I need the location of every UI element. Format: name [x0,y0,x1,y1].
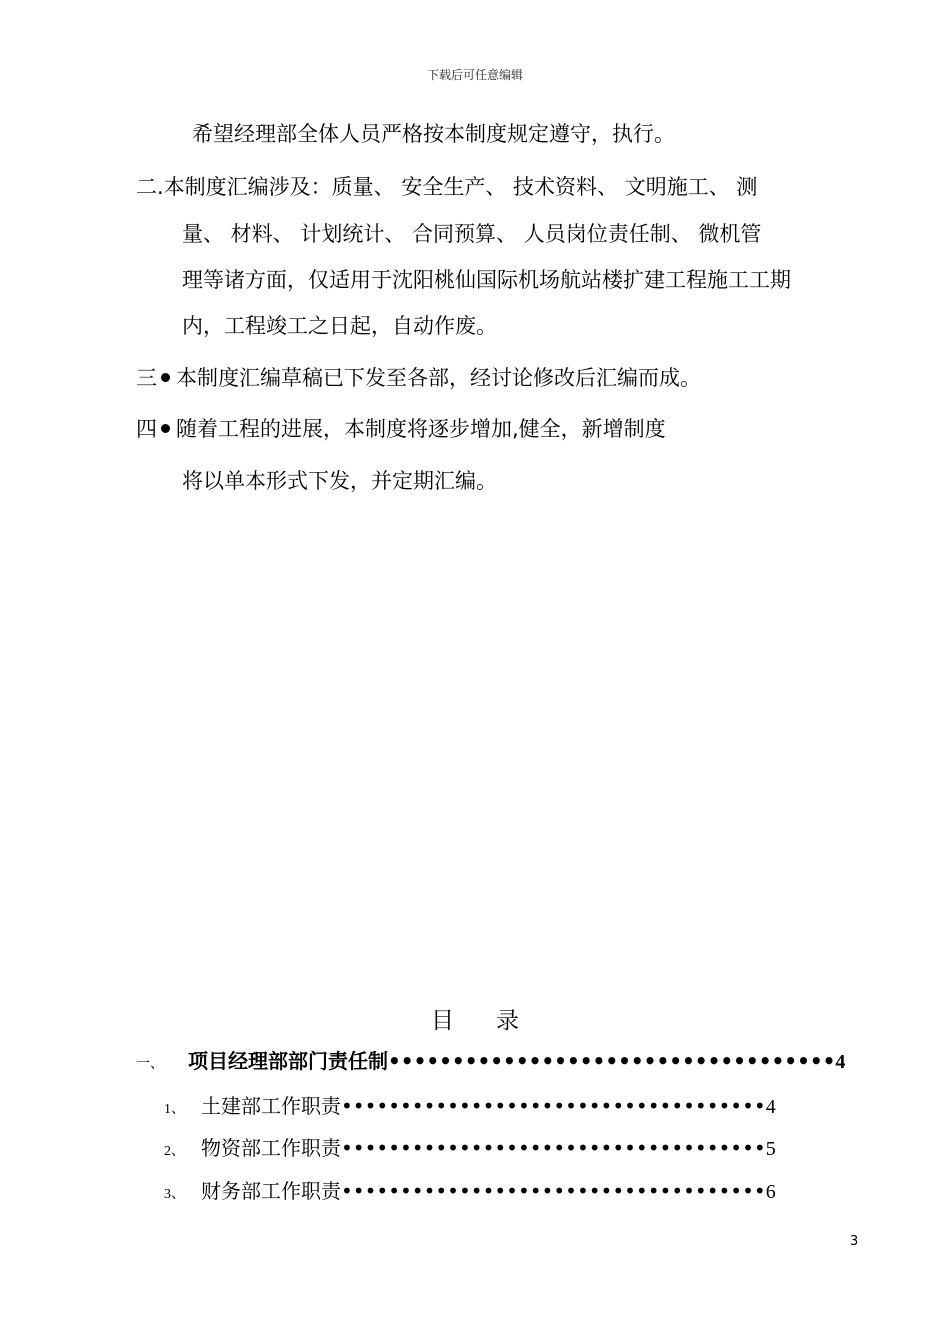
toc-entry-number: 一、 [136,1057,164,1072]
page-number: 3 [850,1234,859,1249]
toc-entry-leader: •••••••••••••••••••••••••••••••••••• [341,1136,766,1160]
paragraph-3-number: 三 [136,366,157,390]
toc-entry-leader: •••••••••••••••••••••••••••••••••••• [341,1094,766,1118]
toc-entry-label: 土建部工作职责 [201,1094,341,1118]
paragraph-2-text-1: 本制度汇编涉及：质量、 安全生产、 技术资料、 文明施工、 测 [163,175,758,199]
toc-entry-number: 3、 [164,1187,185,1202]
toc-entry-number: 2、 [164,1144,185,1159]
toc-entry[interactable] [164,1132,776,1161]
toc-entry[interactable] [164,1090,776,1119]
paragraph-2-line-4: 内，工程竣工之日起，自动作废。 [182,314,497,338]
paragraph-4-number: 四 [136,417,157,441]
toc-entry-page: 4 [765,1096,776,1118]
toc-entry-leader: ••••••••••••••••••••••••••••••••••• [388,1049,836,1073]
toc-title: 目录 [431,1008,561,1034]
toc-entry-label: 财务部工作职责 [201,1179,341,1203]
toc-entry-page: 4 [835,1051,846,1073]
toc-entry-label: 项目经理部部门责任制 [188,1049,388,1073]
paragraph-4-text-1: 随着工程的进展，本制度将逐步增加,健全，新增制度 [176,417,666,441]
toc-entry[interactable] [136,1045,845,1074]
paragraph-4-line-2: 将以单本形式下发，并定期汇编。 [182,469,497,493]
paragraph-3-text: 本制度汇编草稿已下发至各部，经讨论修改后汇编而成。 [176,366,701,390]
toc-entry-leader: •••••••••••••••••••••••••••••••••••• [341,1179,766,1203]
paragraph-2-line-1 [136,173,757,201]
paragraph-2-line-2: 量、 材料、 计划统计、 合同预算、 人员岗位责任制、 微机管 [182,222,762,246]
toc-entry[interactable] [164,1175,776,1204]
toc-entry-page: 5 [765,1138,776,1160]
bullet-icon [161,373,170,382]
toc-entry-number: 1、 [164,1102,185,1117]
page-header: 下载后可任意编辑 [426,68,523,82]
paragraph-2-number: 二. [136,175,164,199]
paragraph-intro: 希望经理部全体人员严格按本制度规定遵守，执行。 [192,122,675,146]
bullet-icon [161,424,170,433]
paragraph-2-line-3: 理等诸方面，仅适用于沈阳桃仙国际机场航站楼扩建工程施工工期 [182,268,791,292]
paragraph-3 [136,364,701,392]
toc-entry-label: 物资部工作职责 [201,1136,341,1160]
paragraph-4-line-1 [136,415,666,443]
toc-entry-page: 6 [765,1181,776,1203]
